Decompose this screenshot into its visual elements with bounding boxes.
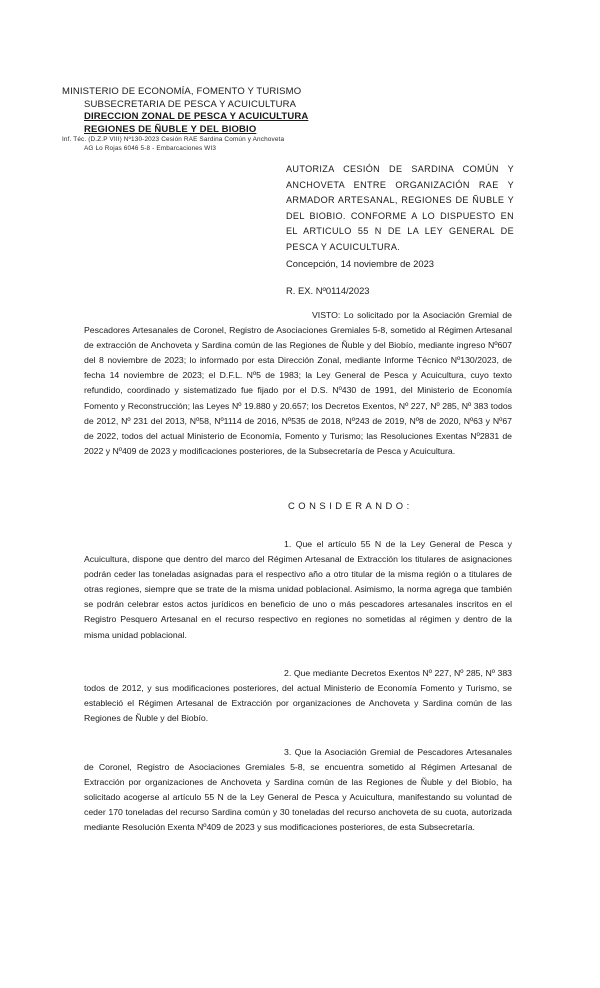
regions-name: REGIONES DE ÑUBLE Y DEL BIOBIO — [84, 123, 257, 135]
resolution-number: R. EX. Nº0114/2023 — [286, 285, 370, 296]
place-date: Concepción, 14 noviembre de 2023 — [286, 258, 435, 269]
reference-line-2: AG Lo Rojas 6046 5-8 - Embarcaciones WI3 — [84, 144, 217, 152]
considerando-paragraph-1: 1. Que el artículo 55 N de la Ley General de Pesca y Acuicultura, dispone que dentro del marco del Régimen Artesanal de Extracción los titulares de asignaciones podrán ceder las toneladas asignadas para el respectivo año a otro titular de la misma región o a titulares de otras regiones, siempre que se trate de la misma unidad poblacional. Asimismo, la norma agrega que también se podrán celebrar estos actos jurídicos en beneficio de uno o más pescadores artesanales inscritos en el Registro Pesquero Artesanal en el recurso respectivo en regiones no sometidas al régimen y dentro de la misma unidad poblacional. — [84, 539, 512, 640]
letterhead — [62, 86, 362, 154]
resolution-subject: AUTORIZA CESIÓN DE SARDINA COMÚN Y ANCHOVETA ENTRE ORGANIZACIÓN RAE Y ARMADOR ARTESANAL, REGIONES DE ÑUBLE Y DEL BIOBIO. CONFORME A LO DISPUESTO EN EL ARTICULO 55 N DE LA LEY GENERAL DE PESCA Y ACUICULTURA. — [286, 164, 514, 252]
reference-line-1: Inf. Téc. (D.Z.P VIII) Nº130-2023 Cesión RAE Sardina Común y Anchoveta — [62, 136, 285, 144]
direccion-zonal-name: DIRECCION ZONAL DE PESCA Y ACUICULTURA — [84, 111, 309, 123]
considerando-paragraph-3: 3. Que la Asociación Gremial de Pescadores Artesanales de Coronel, Registro de Asociaciones Gremiales 5-8, se encuentra sometido al Régimen Artesanal de Extracción por organizaciones de Anchoveta y Sardina común de las Regiones de Ñuble y del Biobío, ha solicitado acogerse al artículo 55 N de la Ley General de Pesca y Acuicultura, manifestando su voluntad de ceder 170 toneladas del recurso Sardina común y 30 toneladas del recurso anchoveta de su cuota, autorizada mediante Resolución Exenta Nº409 de 2023 y sus modificaciones posteriores, de esta Subsecretaría. — [84, 747, 512, 833]
considerando-heading: CONSIDERANDO: — [288, 500, 413, 511]
considerando-paragraph-2: 2. Que mediante Decretos Exentos Nº 227, Nº 285, Nº 383 todos de 2012, y sus modificaciones posteriores, del actual Ministerio de Economía Fomento y Turismo, se estableció el Régimen Artesanal de Extracción por organizaciones de Anchoveta y Sardina común de las Regiones de Ñuble y del Biobío. — [84, 668, 512, 724]
visto-paragraph: VISTO: Lo solicitado por la Asociación Gremial de Pescadores Artesanales de Coronel, Registro de Asociaciones Gremiales 5-8, sometido al Régimen Artesanal de extracción de Anchoveta y Sardina común de las Regiones de Ñuble y del Biobío, mediante ingreso Nº607 del 8 noviembre de 2023; lo informado por esta Dirección Zonal, mediante Informe Técnico Nº130/2023, de fecha 14 noviembre de 2023; el D.F.L. Nº5 de 1983; la Ley General de Pesca y Acuicultura, cuyo texto refundido, coordinado y sistematizado fue fijado por el D.S. Nº430 de 1991, del Ministerio de Economía Fomento y Reconstrucción; las Leyes Nº 19.880 y 20.657; los Decretos Exentos, Nº 227, Nº 285, Nº 383 todos de 2012, Nº 231 del 2013, Nº58, Nº1114 de 2016, Nº535 de 2018, Nº243 de 2019, Nº8 de 2020, Nº63 y Nº67 de 2022, todos del actual Ministerio de Economía, Fomento y Turismo; las Resoluciones Exentas Nº2831 de 2022 y Nº409 de 2023 y modificaciones posteriores, de la Subsecretaría de Pesca y Acuicultura. — [84, 310, 512, 456]
ministry-name: MINISTERIO DE ECONOMÍA, FOMENTO Y TURISMO — [62, 86, 302, 97]
subsecretaria-name: SUBSECRETARIA DE PESCA Y ACUICULTURA — [84, 98, 297, 110]
